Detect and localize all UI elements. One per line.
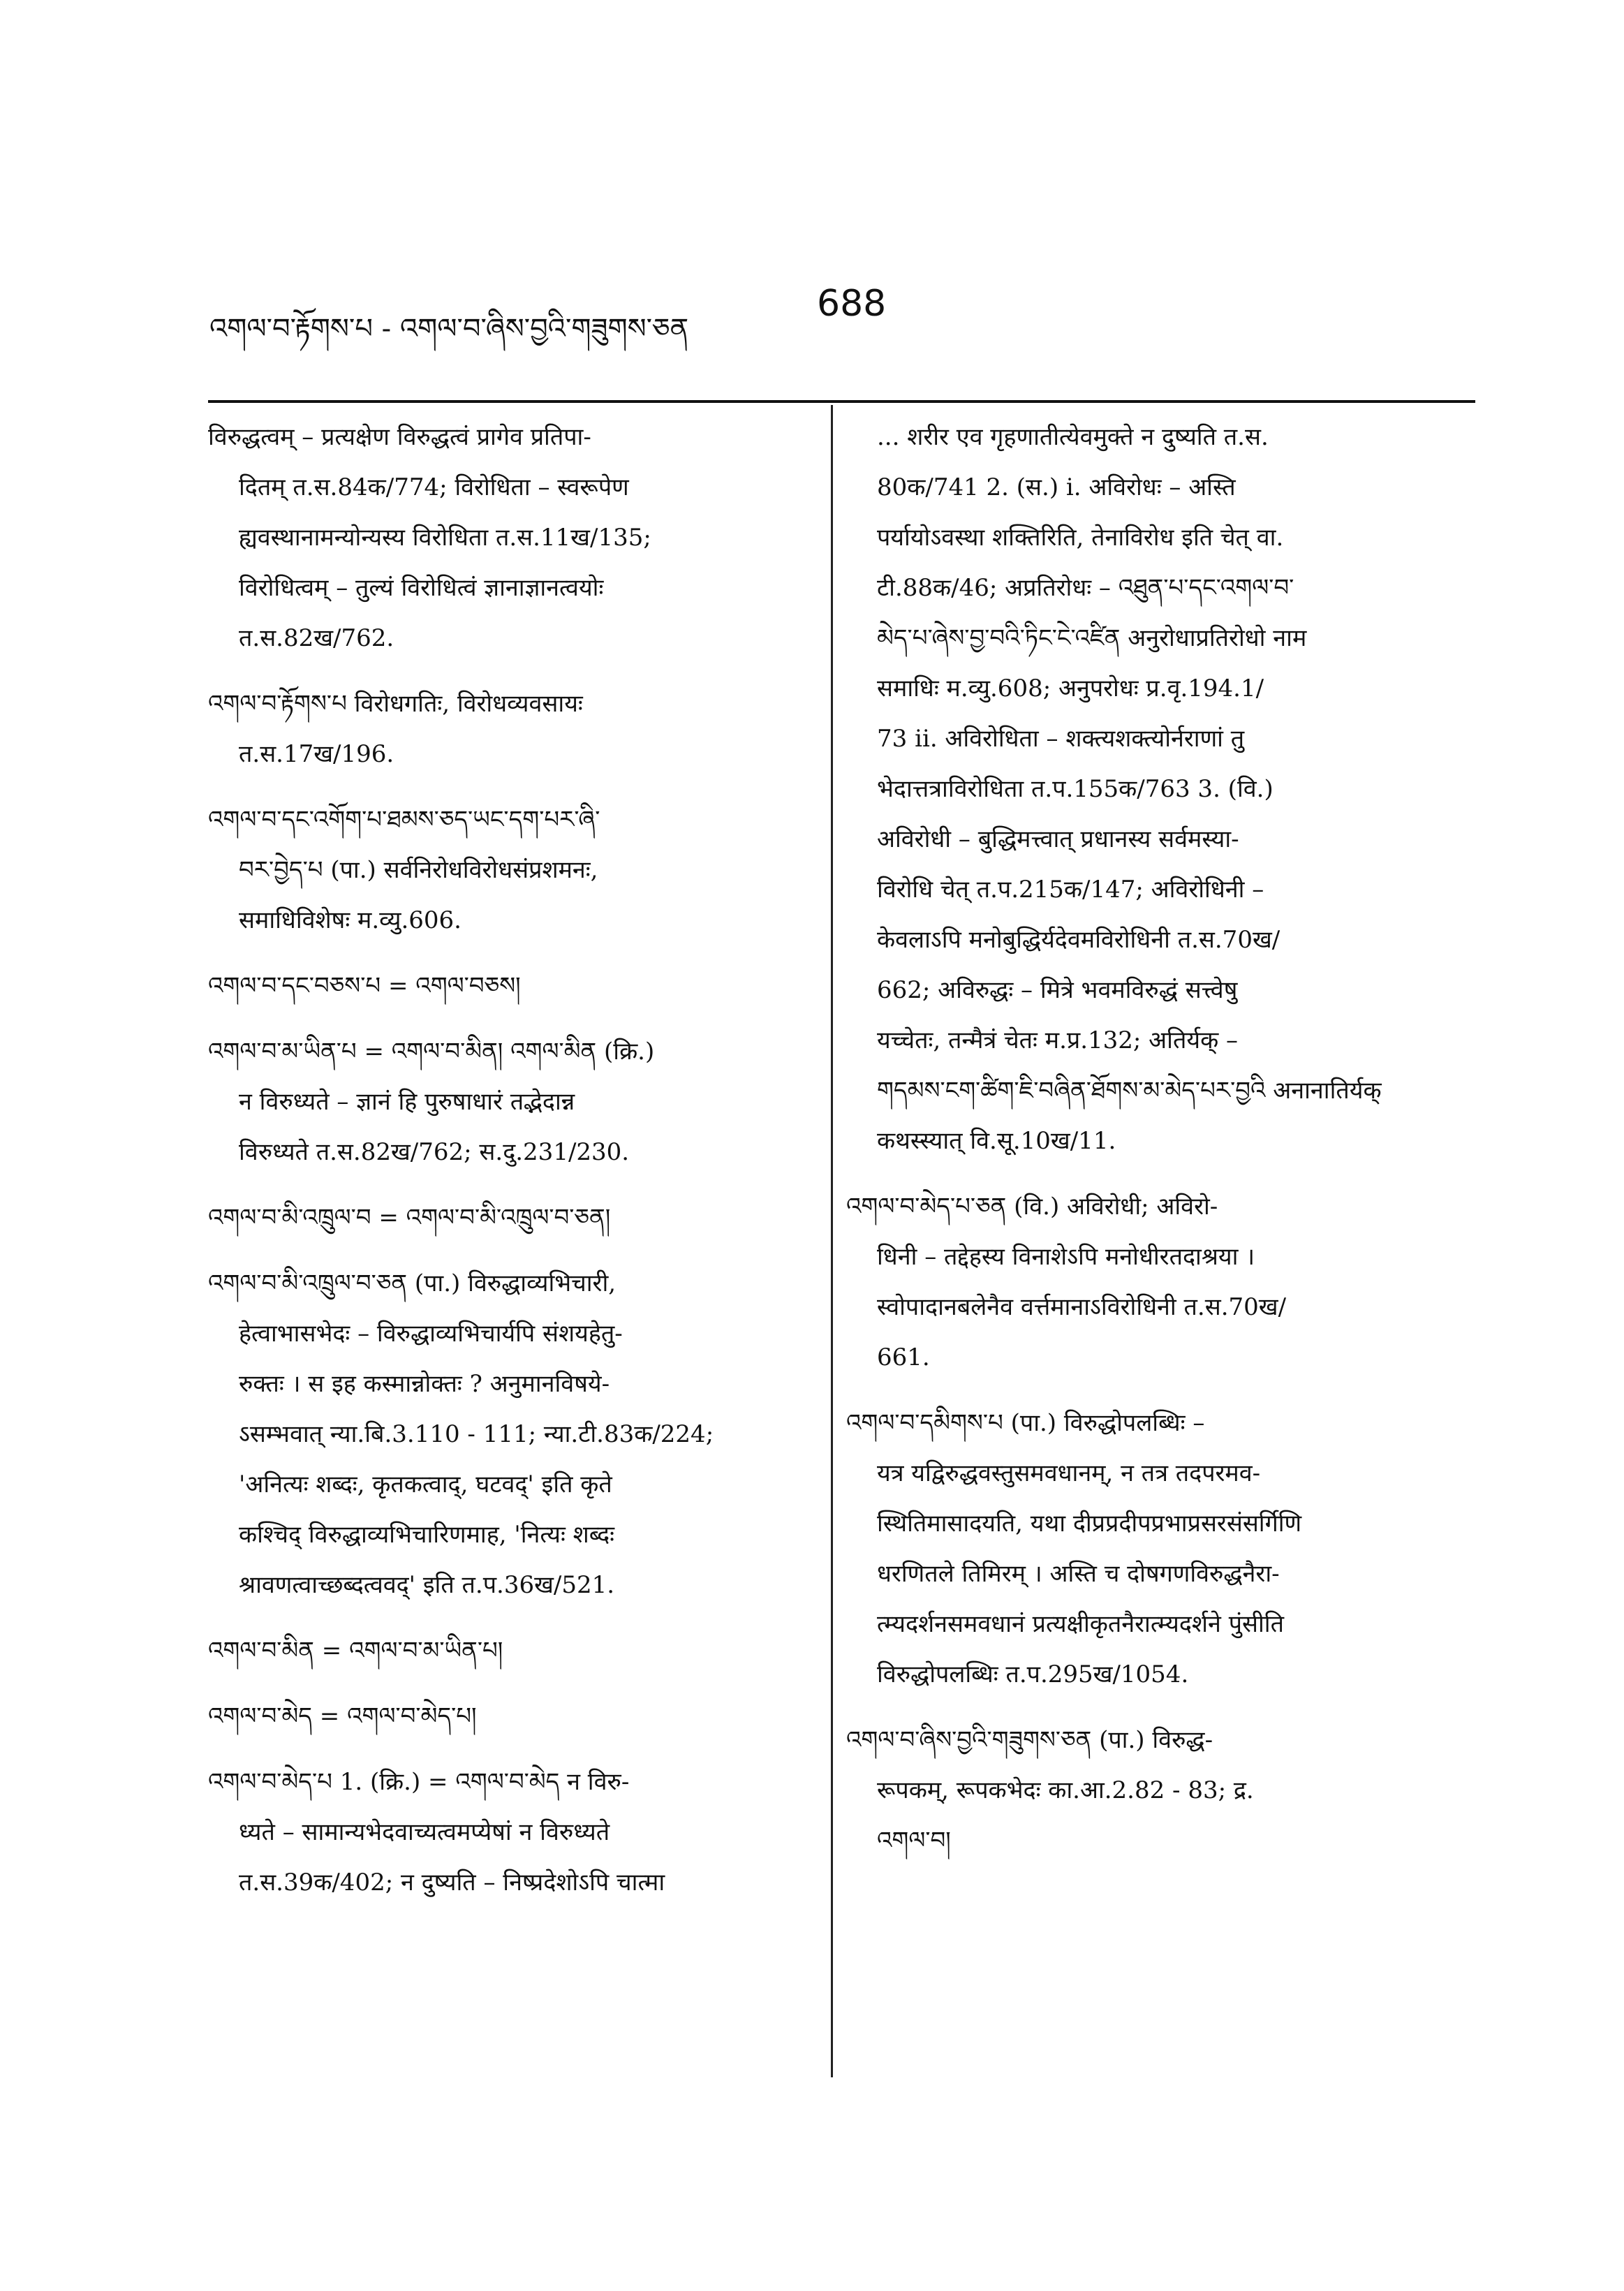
entry-line: समाधिविशेषः म.व्यु.606. (239, 906, 462, 934)
entry-line: रूपकम्, रूपकभेदः का.आ.2.82 - 83; द्र. (877, 1776, 1254, 1804)
running-header (209, 283, 1501, 346)
entry-line: न विरुध्यते – ज्ञानं हि पुरुषाधारं तद्भेदान्न (239, 1088, 575, 1116)
entry-line: विरोधित्वम् – तुल्यं विरोधित्वं ज्ञानाज्ञानत्वयोः (239, 574, 604, 602)
entry-headword-line: འགལ་བ་ཞིས་བྱའི་གཟུགས་ཅན (पा.) विरुद्ध- (846, 1726, 1213, 1754)
entry-line: विरुद्धत्वम् – प्रत्यक्षेण विरुद्धत्वं प्रागेव प्रतिपा- (208, 423, 591, 451)
column-divider (831, 405, 833, 2077)
entry-line: विरुद्धोपलब्धिः त.प.295ख/1054. (877, 1660, 1189, 1688)
entry-viruddhopalabdhi (846, 1398, 1468, 1700)
entry-headword-line: འགལ་བ་མེད་པ་ཅན (वि.) अविरोधी; अविरो- (846, 1193, 1218, 1221)
entry-line: 662; अविरुद्धः – मित्रे भवमविरुद्धं सत्त्वेषु (877, 976, 1238, 1004)
entry-headword-line: འགལ་བ་མི་འཁྲུལ་བ = འགལ་བ་མི་འཁྲུལ་བ་ཅན། (208, 1204, 611, 1232)
entry-sarvanirodha (208, 795, 815, 945)
entry-line: विरुध्यते त.स.82ख/762; स.दु.231/230. (239, 1138, 630, 1166)
entry-line: त.स.17ख/196. (239, 740, 394, 768)
entry-line: विरोधि चेत् त.प.215क/147; अविरोधिनी – (877, 876, 1264, 904)
entry-cross-ref (208, 1626, 815, 1676)
entry-avirodhi (846, 1181, 1468, 1383)
entry-line: यत्र यद्विरुद्धवस्तुसमवधानम्, न तत्र तदपरमव- (877, 1459, 1261, 1487)
entry-galba-medpa (208, 1757, 815, 1908)
entry-line: यच्चेतः, तन्मैत्रं चेतः म.प्र.132; अतिर्यक् – (877, 1026, 1238, 1054)
entry-line: ऽसम्भवात् न्या.बि.3.110 - 111; न्या.टी.83क/224; (239, 1420, 714, 1448)
entry-headword-line: འགལ་བ་མེད་པ 1. (क्रि.) = འགལ་བ་མེད न विरु- (208, 1768, 630, 1796)
entry-viruddharupakam (846, 1715, 1468, 1866)
entry-line: समाधिः म.व्यु.608; अनुपरोधः प्र.वृ.194.1/ (877, 675, 1264, 702)
entry-line: दितम् त.स.84क/774; विरोधिता – स्वरूपेण (239, 473, 629, 501)
entry-headword-line: འགལ་བ་མེད = འགལ་བ་མེད་པ། (208, 1702, 477, 1730)
entry-virodhagati (208, 679, 815, 779)
left-column (208, 412, 815, 1923)
entry-line: अविरोधी – बुद्धिमत्त्वात् प्रधानस्य सर्वमस्या- (877, 825, 1239, 853)
entry-headword-line: འགལ་བ་དམིགས་པ (पा.) विरुद्धोपलब्धिः – (846, 1409, 1205, 1437)
entry-cross-ref (208, 1193, 815, 1243)
entry-line: त्म्यदर्शनसमवधानं प्रत्यक्षीकृतनैरात्म्यदर्शने पुंसीति (877, 1610, 1284, 1638)
entry-line: हेत्वाभासभेदः – विरुद्धाव्यभिचार्यपि संशयहेतु- (239, 1320, 623, 1348)
entry-headword-line: འགལ་བ་མ་ཡིན་པ = འགལ་བ་མིན། འགལ་མིན (क्रि.) (208, 1038, 655, 1066)
entry-na-virudhyate (208, 1026, 815, 1177)
entry-line: 80क/741 2. (स.) i. अविरोधः – अस्ति (877, 473, 1236, 501)
entry-line: ध्यते – सामान्यभेदवाच्यत्वमप्येषां न विरुध्यते (239, 1818, 610, 1846)
entry-line: भेदात्तत्राविरोधिता त.प.155क/763 3. (वि.) (877, 775, 1274, 803)
right-column (846, 412, 1468, 1881)
entry-cross-ref (208, 961, 815, 1011)
entry-headword-line: འགལ་བ་དང་བཅས་པ = འགལ་བཅས། (208, 972, 521, 1000)
entry-line: त.स.82ख/762. (239, 624, 394, 652)
page-number: 688 (817, 283, 887, 325)
entry-headword-line: འགལ་བ་དང་འགོག་པ་ཐམས་ཅད་ཡང་དག་པར་ཞི་ (208, 806, 600, 834)
entry-viruddhavyabhicari (208, 1258, 815, 1610)
entry-headword-line: འགལ་བ་རྟོགས་པ विरोधगतिः, विरोधव्यवसायः (208, 690, 583, 718)
entry-line: स्वोपादानबलेनैव वर्त्तमानाऽविरोधिनी त.स.70ख/ (877, 1293, 1287, 1321)
entry-line: धिनी – तद्देहस्य विनाशेऽपि मनोधीरतदाश्रया । (877, 1243, 1255, 1271)
entry-line: 'अनित्यः शब्दः, कृतकत्वाद्, घटवद्' इति कृते (239, 1471, 612, 1498)
entry-line: ... शरीर एव गृहणातीत्येवमुक्ते न दुष्यति त.स. (877, 423, 1269, 451)
entry-line: रुक्तः । स इह कस्मान्नोक्तः ? अनुमानविषये- (239, 1370, 610, 1398)
entry-cross-ref (208, 1691, 815, 1741)
entry-line: བར་བྱེད་པ (पा.) सर्वनिरोधविरोधसंप्रशमनः, (239, 856, 598, 884)
entry-line: टी.88क/46; अप्रतिरोधः – འཐུན་པ་དང་འགལ་བ་ (877, 574, 1294, 602)
entry-line: धरणितले तिमिरम् । अस्ति च दोषगणविरुद्धनैरा- (877, 1560, 1280, 1588)
entry-line: 73 ii. अविरोधिता – शक्त्यशक्त्योर्नराणां तु (877, 725, 1245, 753)
entry-line: མེད་པ་ཞེས་བྱ་བའི་ཏིང་ངེ་འཛིན अनुरोधाप्रतिरोधो नाम (877, 624, 1307, 652)
entry-line: ह्यवस्थानामन्योन्यस्य विरोधिता त.स.11ख/135; (239, 524, 651, 552)
entry-line: कश्चिद् विरुद्धाव्यभिचारिणमाह, 'नित्यः शब्दः (239, 1521, 615, 1549)
entry-line: श्रावणत्वाच्छब्दत्ववद्' इति त.प.36ख/521. (239, 1571, 615, 1599)
entry-headword-line: འགལ་བ་མིན = འགལ་བ་མ་ཡིན་པ། (208, 1637, 503, 1665)
headword-range: འགལ་བ་རྟོགས་པ - འགལ་བ་ཞིས་བྱའི་གཟུགས་ཅན (209, 313, 689, 345)
entry-line: གདམས་ངག་ཚིག་ཇི་བཞིན་ཐོགས་མ་མེད་པར་བྱའི अनानातिर्यक् (877, 1077, 1382, 1105)
entry-line: केवलाऽपि मनोबुद्धिर्यदेवमविरोधिनी त.स.70ख/ (877, 926, 1280, 954)
entry-line: त.स.39क/402; न दुष्यति – निष्प्रदेशोऽपि चात्मा (239, 1869, 665, 1896)
entry-line: कथस्स्यात् वि.सू.10ख/11. (877, 1127, 1116, 1155)
entry-line: स्थितिमासादयति, यथा दीप्रप्रदीपप्रभाप्रसरसंसर्गिणि (877, 1510, 1302, 1538)
entry-line: पर्यायोऽवस्था शक्तिरिति, तेनाविरोध इति चेत् वा. (877, 524, 1284, 552)
entry-line: འགལ་བ། (877, 1827, 951, 1855)
entry-viruddhatvam (208, 412, 815, 663)
entry-line: 661. (877, 1343, 930, 1371)
entry-continuation (846, 412, 1468, 1166)
entry-headword-line: འགལ་བ་མི་འཁྲུལ་བ་ཅན (पा.) विरुद्धाव्यभिचारी, (208, 1269, 617, 1297)
header-rule (208, 400, 1475, 403)
